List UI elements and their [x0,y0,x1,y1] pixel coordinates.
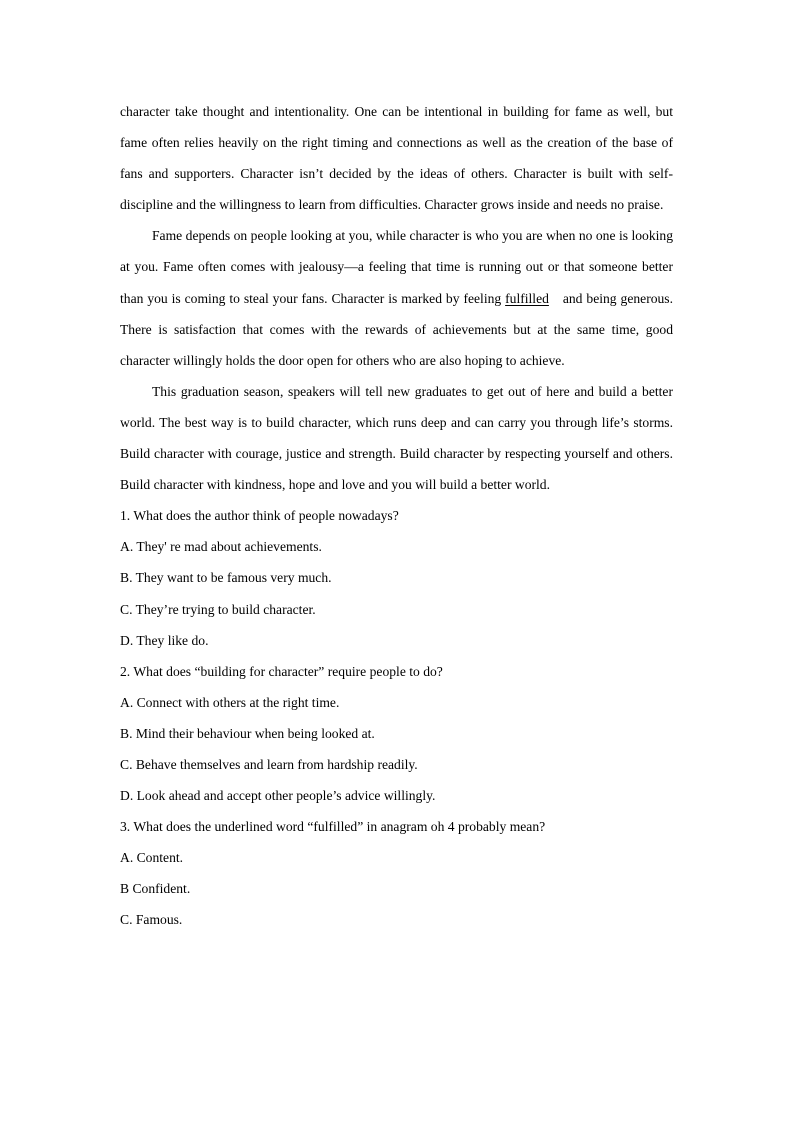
question-stem: 3. What does the underlined word “fulfilled” in anagram oh 4 probably mean? [120,819,546,835]
paragraph-fame [120,220,673,375]
answer-option-a: A. They' re mad about achievements. [120,539,322,555]
answer-option-b: B Confident. [120,881,191,897]
answer-option-c: C. Behave themselves and learn from hardship readily. [120,756,418,772]
question-stem: 2. What does “building for character” require people to do? [120,663,443,679]
underlined-word-fulfilled: fulfilled [505,290,549,306]
answer-option-d: D. They like do. [120,632,209,648]
paragraph-graduation: This graduation season, speakers will tell new graduates to get out of here and build a better world. The best way is to build character, which runs deep and can carry you through life’s storms. Build character with courage, justice and strength. Build character by respecting yourself and others. Build character with kindness, hope and love and you will build a better world. [120,383,673,493]
paragraph-fame-text-before: Fame depends on people looking at you, while character is who you are when no one is looking at you. Fame often comes with jealousy—a feeling that time is running out or that someone better than you is coming to steal your fans. Character is marked by feeling [120,228,673,306]
paragraph-fame-text-after: and being generous. There is satisfaction that comes with the rewards of achievements but at the same time, good character willingly holds the door open for others who are also hoping to achieve. [120,290,673,368]
answer-option-a: A. Connect with others at the right time. [120,694,340,710]
question-3 [120,811,673,935]
document-page [120,96,673,936]
answer-option-a: A. Content. [120,850,184,866]
answer-option-c: C. Famous. [120,912,183,928]
paragraph-character: character take thought and intentionality. One can be intentional in building for fame as well, but fame often relies heavily on the right timing and connections as well as the creation of the base of fans and supporters. Character isn’t decided by the ideas of others. Character is built with self-discipline and the willingness to learn from difficulties. Character grows inside and needs no praise. [120,104,673,213]
question-stem: 1. What does the author think of people nowadays? [120,508,399,524]
answer-option-c: C. They’re trying to build character. [120,601,316,617]
answer-option-b: B. They want to be famous very much. [120,570,332,586]
question-2 [120,656,673,811]
answer-option-b: B. Mind their behaviour when being looked at. [120,725,375,741]
answer-option-d: D. Look ahead and accept other people’s advice willingly. [120,788,436,804]
question-1 [120,500,673,655]
